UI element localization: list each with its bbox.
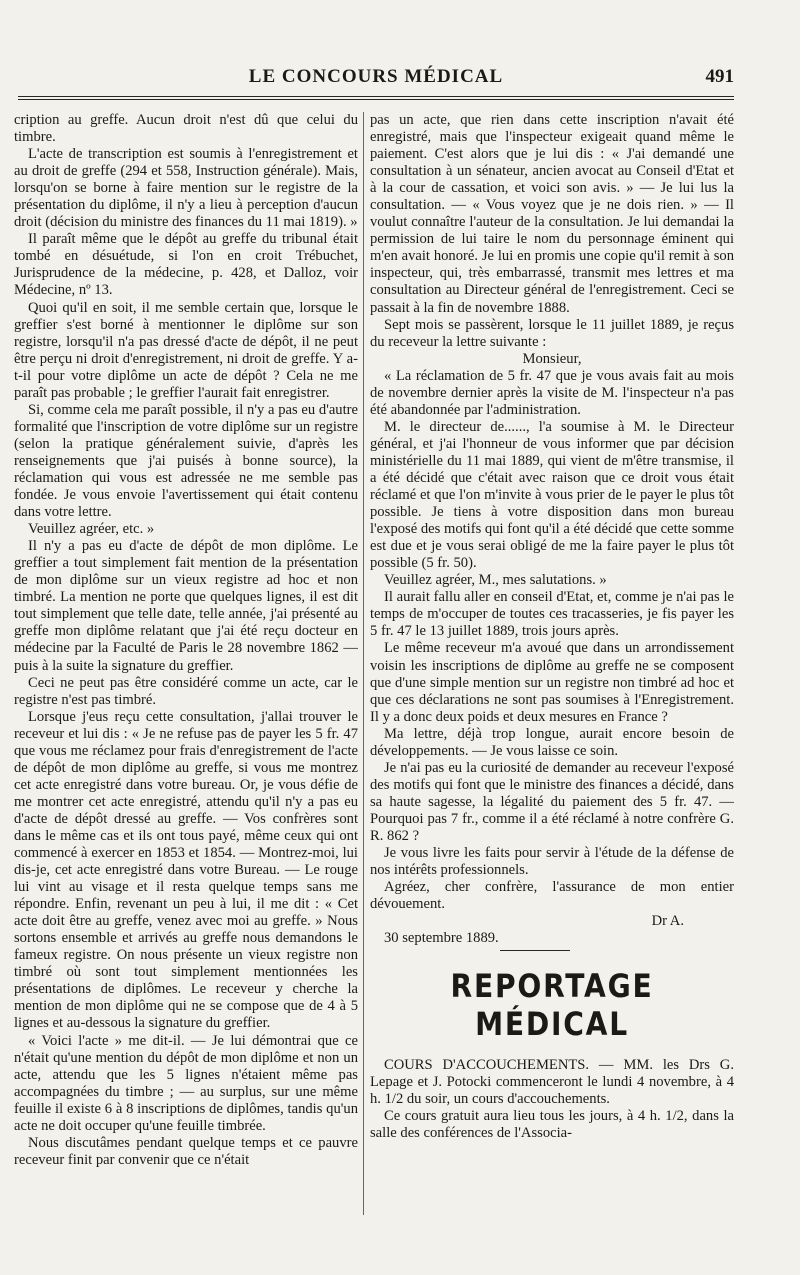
column-divider bbox=[363, 112, 364, 1215]
paragraph: Je vous livre les faits pour servir à l'étude de la défense de nos intérêts professionnels. bbox=[370, 845, 734, 879]
news-item: Ce cours gratuit aura lieu tous les jours, à 4 h. 1/2, dans la salle des conférences de l'Associa- bbox=[370, 1108, 734, 1142]
signature: Dr A. bbox=[651, 913, 684, 930]
paragraph: Il aurait fallu aller en conseil d'Etat, et, comme je n'ai pas le temps de m'occuper de toutes ces tracasseries, je fis payer les 5 fr. 47 le 13 juillet 1889, trois jours après. bbox=[370, 589, 734, 640]
paragraph: L'acte de transcription est soumis à l'enregistrement et au droit de greffe (294 et 558, Instruction générale). Mais, lorsqu'on se borne à faire mention sur le registre de la présentation du diplôme, il n'y a lieu à perception d'aucun droit (décision du ministre des finances du 11 mai 1819). » bbox=[14, 146, 358, 231]
paragraph: Ceci ne peut pas être considéré comme un acte, car le registre n'est pas timbré. bbox=[14, 674, 358, 708]
letter-paragraph: « La réclamation de 5 fr. 47 que je vous avais fait au mois de novembre dernier après la visite de M. l'inspecteur n'a pas été abandonnée par l'administration. bbox=[370, 367, 734, 418]
section-separator bbox=[500, 950, 570, 951]
left-column bbox=[14, 112, 358, 1247]
page-header bbox=[18, 66, 734, 94]
paragraph: Nous discutâmes pendant quelque temps et ce pauvre receveur finit par convenir que ce n'était bbox=[14, 1134, 358, 1168]
paragraph: cription au greffe. Aucun droit n'est dû que celui du timbre. bbox=[14, 112, 358, 146]
paragraph: Ma lettre, déjà trop longue, aurait encore besoin de développements. — Je vous laisse ce soin. bbox=[370, 725, 734, 759]
paragraph: Quoi qu'il en soit, il me semble certain que, lorsque le greffier s'est borné à mentionner le diplôme sur son registre, lorsqu'il n'a pas dressé d'acte de dépôt, il ne peut être perçu ni droit d'enregistrement, ni droit de greffe. Y a-t-il pour votre diplôme un acte de dépôt ? Cela ne me paraît pas probable ; le greffier l'aurait fait enregistrer. bbox=[14, 299, 358, 401]
letter-paragraph: M. le directeur de......, l'a soumise à M. le Directeur général, et j'ai l'honneur de vous informer que par décision ministérielle du 11 mai 1889, qui vient de m'être transmise, il a été décidé que c'était avec raison que ce droit vous était réclamé et que l'on m'invite à vous prier de le payer le plus tôt possible. Je tiens à votre disposition dans mon bureau l'exposé des motifs qui font qu'il a été décidé que cette somme est due et je vous serai obligé de me la faire payer le plus tôt possible (5 fr. 50). bbox=[370, 418, 734, 572]
paragraph: Lorsque j'eus reçu cette consultation, j'allai trouver le receveur et lui dis : « Je ne refuse pas de payer les 5 fr. 47 que vous me réclamez pour frais d'enregistrement de l'acte de dépôt de mon diplôme au greffe, si vous me montrez cet acte enregistré dans votre bureau. Or, je vous défie de me montrer cet acte enregistré, attendu qu'il n'y a pas eu d'acte de dépôt dressé au greffe. — Vos confrères sont dans le même cas et ils ont tous payé, même ceux qui ont commencé à exercer en 1853 et 1854. — Montrez-moi, lui dis-je, cet acte enregistré dans votre Bureau. — Le rouge lui vint au visage et il resta quelque temps sans me répondre. Enfin, revenant un peu à lui, il me dit : « Cet acte doit être au greffe, venez avec moi au greffe. » Nous sortons ensemble et arrivés au greffe nous demandons le fameux registre. On nous présente un vieux registre non timbré où sont tout simplement mentionnées les présentations de diplômes. Le receveur y cherche la mention de mon diplôme qui ne se compose que de 4 à 5 lignes et au-dessous la signature du greffier. bbox=[14, 708, 358, 1032]
paragraph: Agréez, cher confrère, l'assurance de mon entier dévouement. bbox=[370, 879, 734, 913]
paragraph: « Voici l'acte » me dit-il. — Je lui démontrai que ce n'était qu'une mention du dépôt de mon diplôme et non un acte, attendu que les 5 lignes n'étaient même pas accompagnées du timbre ; — au surplus, sur une même feuille il existe 6 à 8 inscriptions de diplômes, tandis qu'un acte ne doit occuper qu'une feuille timbrée. bbox=[14, 1032, 358, 1134]
letter-date: 30 septembre 1889. bbox=[384, 930, 499, 947]
letter-closing: Veuillez agréer, M., mes salutations. » bbox=[384, 572, 607, 589]
paragraph: Je n'ai pas eu la curiosité de demander au receveur l'exposé des motifs qui font que le ministre des finances a décidé, dans sa haute sagesse, la légalité du paiement des 5 fr. 47. — Pourquoi pas 7 fr., comme il a été réclamé à notre confrère G. R. 862 ? bbox=[370, 759, 734, 844]
paragraph: Il paraît même que le dépôt au greffe du tribunal était tombé en désuétude, si l'on en croit Trébuchet, Jurisprudence de la médecine, p. 428, et Dalloz, voir Médecine, nº 13. bbox=[14, 231, 358, 299]
paragraph: Le même receveur m'a avoué que dans un arrondissement voisin les inscriptions de diplôme au greffe ne se composent que d'une simple mention sur un registre non timbré ad hoc et que ces déclarations ne sont pas soumises à l'Enregistrement. Il y a donc deux poids et deux mesures en France ? bbox=[370, 640, 734, 725]
right-column bbox=[370, 112, 734, 1247]
paragraph: pas un acte, que rien dans cette inscription n'avait été enregistré, mais que l'inspecteur exigeait quand même le paiement. C'est alors que je lui dis : « J'ai demandé une consultation à un sénateur, ancien avocat au Conseil d'Etat et à la cour de cassation, et voici son avis. » — Je lui lus la consultation. — « Vous voyez que je ne dois rien. » — Il voulut connaître l'auteur de la consultation. Je lui demandai la permission de lui taire le nom du personnage éminent qui m'en avait honoré. Je lui en promis une copie qu'il remit à son inspecteur, qui, très embarrassé, transmit mes lettres et ma consultation au Directeur général de l'enregistrement. Ceci se passait à la fin de novembre 1888. bbox=[370, 112, 734, 316]
letter-salutation: Monsieur, bbox=[522, 350, 582, 367]
paragraph: Il n'y a pas eu d'acte de dépôt de mon diplôme. Le greffier a tout simplement fait mention de la présentation de mon diplôme sur un vieux registre ad hoc et non timbré. La mention ne porte que quelques lignes, il est dit tout simplement que telle date, telle année, j'ai présenté au greffe mon diplôme relatant que j'ai été reçu docteur en médecine par la Faculté de Paris le 28 novembre 1862 — puis à la suite la signature du greffier. bbox=[14, 538, 358, 674]
paragraph: Veuillez agréer, etc. » bbox=[28, 521, 155, 538]
paragraph: Sept mois se passèrent, lorsque le 11 juillet 1889, je reçus du receveur la lettre suivante : bbox=[370, 316, 734, 350]
running-title: LE CONCOURS MÉDICAL bbox=[248, 66, 504, 87]
section-heading: REPORTAGE MÉDICAL bbox=[450, 967, 654, 1044]
header-rule-thin bbox=[18, 99, 734, 100]
page-number: 491 bbox=[705, 66, 734, 87]
news-item: COURS D'ACCOUCHEMENTS. — MM. les Drs G. Lepage et J. Potocki commenceront le lundi 4 novembre, à 4 h. 1/2 du soir, un cours d'accouchements. bbox=[370, 1057, 734, 1108]
paragraph: Si, comme cela me paraît possible, il n'y a pas eu d'autre formalité que l'inscription de votre diplôme sur un registre (selon la pratique généralement suivie, d'après les renseignements que j'ai puisés à bonne source), la réclamation qui vous est adressée ne me semble pas fondée. Je vous envoie l'avertissement qui était contenu dans votre lettre. bbox=[14, 401, 358, 521]
header-rule bbox=[18, 96, 734, 97]
